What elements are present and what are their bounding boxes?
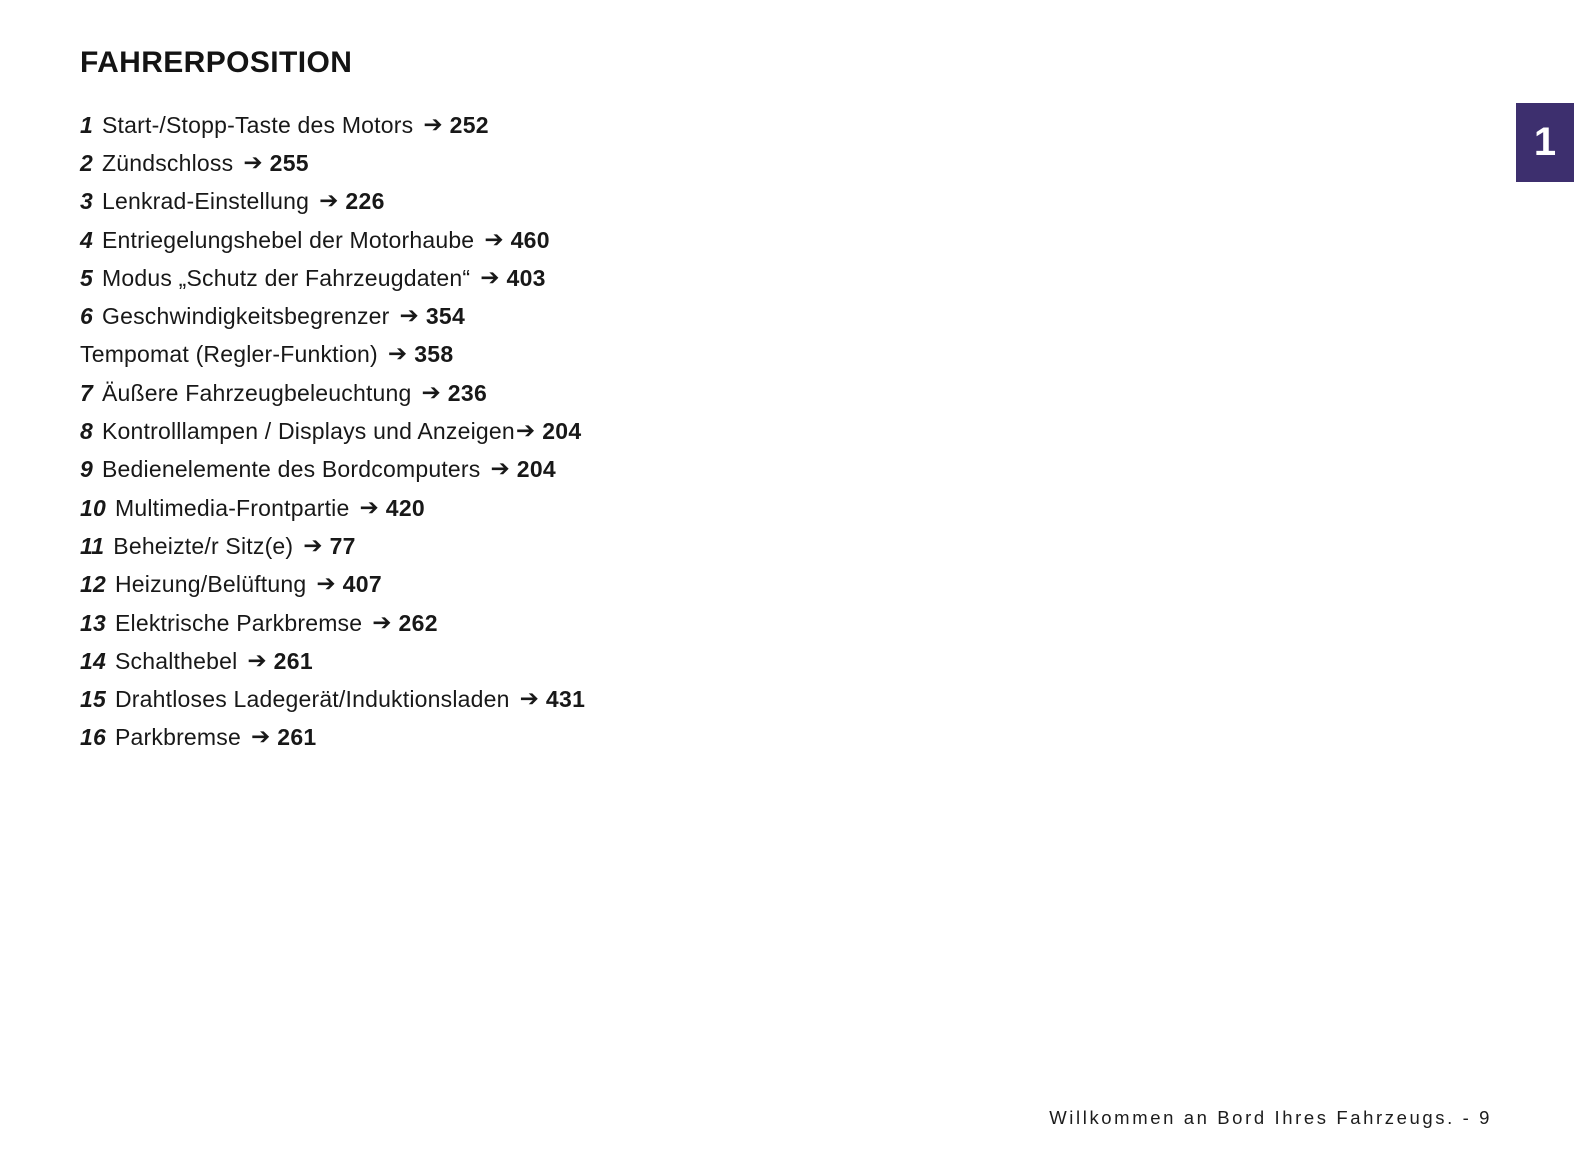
item-page-number: 403 [506,264,546,291]
item-label: Beheizte/r Sitz(e) [113,532,294,559]
item-number: 2 [80,149,93,176]
item-page-number: 226 [345,188,385,215]
item-page-number: 252 [449,111,489,138]
arrow-right-icon: ➔ [421,379,441,406]
item-page-number: 236 [447,379,488,406]
list-item [80,183,585,221]
item-label: Schalthebel [114,647,238,674]
list-item [80,719,585,757]
arrow-right-icon: ➔ [359,494,379,521]
item-page-number: 261 [273,647,313,674]
footer-text: Willkommen an Bord Ihres Fahrzeugs. - 9 [1049,1107,1492,1128]
list-item [80,144,585,182]
arrow-right-icon: ➔ [316,571,336,598]
item-number: 12 [80,571,106,598]
item-label: Kontrolllampen / Displays und Anzeigen [102,418,515,445]
item-page-number: 204 [542,418,582,445]
arrow-right-icon: ➔ [519,686,539,713]
arrow-right-icon: ➔ [303,532,323,559]
item-page-number: 407 [342,571,382,598]
item-list [80,106,585,757]
list-item [80,259,585,297]
item-number: 8 [80,418,93,445]
item-number: 3 [80,188,93,215]
page-title: FAHRERPOSITION [80,46,353,79]
item-number: 7 [80,379,93,406]
list-item [80,451,585,489]
item-label: Multimedia-Frontpartie [114,494,350,521]
item-number: 6 [80,303,93,330]
arrow-right-icon: ➔ [243,149,263,176]
item-number: 5 [80,264,93,291]
list-item [80,566,585,604]
item-label: Zündschloss [102,149,234,176]
item-label: Drahtloses Ladegerät/Induktionsladen [114,686,510,713]
list-item [80,604,585,642]
list-item [80,489,585,527]
list-item [80,374,585,412]
item-label: Geschwindigkeitsbegrenzer [102,303,390,330]
chapter-tab [1516,103,1574,182]
item-page-number: 354 [425,303,466,330]
item-number: 15 [80,686,106,713]
item-page-number: 77 [329,532,356,559]
item-label: Entriegelungshebel der Motorhaube [102,226,475,253]
arrow-right-icon: ➔ [480,264,500,291]
item-label: Heizung/Belüftung [114,571,307,598]
item-number: 9 [80,456,93,483]
chapter-tab-number: 1 [1533,120,1557,164]
list-item [80,642,585,680]
arrow-right-icon: ➔ [372,609,392,636]
list-item [80,336,585,374]
item-label: Parkbremse [114,724,241,751]
arrow-right-icon: ➔ [515,418,536,445]
arrow-right-icon: ➔ [387,341,408,368]
list-item [80,106,585,144]
item-number: 13 [80,609,106,636]
arrow-right-icon: ➔ [247,647,267,674]
item-page-number: 358 [414,341,454,368]
list-item [80,527,585,565]
item-number: 4 [80,226,93,253]
item-label: Bedienelemente des Bordcomputers [102,456,481,483]
item-label: Äußere Fahrzeugbeleuchtung [102,379,412,406]
list-item [80,412,585,450]
item-page-number: 255 [269,149,309,176]
arrow-right-icon: ➔ [399,303,419,330]
item-number: 11 [80,532,105,559]
item-page-number: 431 [545,686,586,713]
arrow-right-icon: ➔ [490,456,510,483]
item-page-number: 261 [277,724,317,751]
item-page-number: 460 [510,226,550,253]
item-label: Tempomat (Regler-Funktion) [80,341,378,368]
item-number: 10 [80,494,106,521]
item-label: Elektrische Parkbremse [114,609,363,636]
item-label: Modus „Schutz der Fahrzeugdaten“ [102,264,471,291]
arrow-right-icon: ➔ [484,226,504,253]
item-number: 1 [80,111,93,138]
list-item [80,297,585,335]
arrow-right-icon: ➔ [319,188,339,215]
item-page-number: 262 [398,609,438,636]
arrow-right-icon: ➔ [423,111,443,138]
list-item [80,221,585,259]
item-number: 14 [80,647,106,674]
item-number: 16 [80,724,106,751]
item-page-number: 420 [385,494,426,521]
arrow-right-icon: ➔ [250,724,271,751]
item-label: Start-/Stopp-Taste des Motors [102,111,414,138]
list-item [80,680,585,718]
item-page-number: 204 [516,456,557,483]
item-label: Lenkrad-Einstellung [102,188,310,215]
